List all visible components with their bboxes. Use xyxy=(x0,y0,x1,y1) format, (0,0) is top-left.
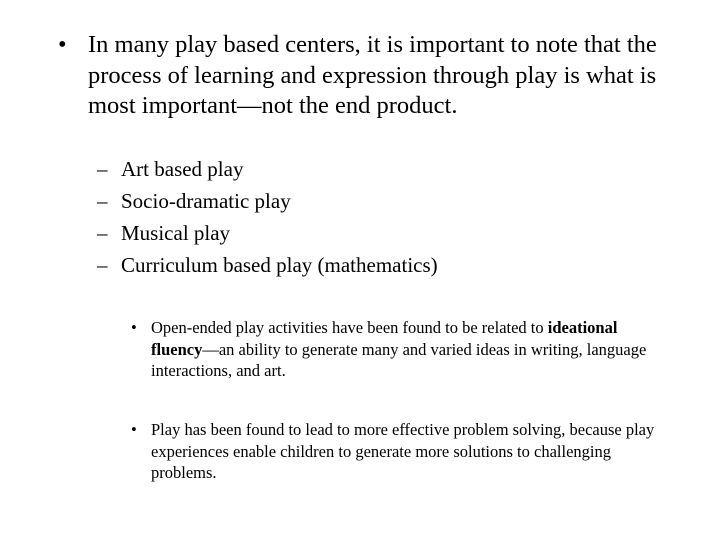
dash-icon: – xyxy=(97,221,108,245)
main-bullet-text: In many play based centers, it is important to note that the process of learning and expression through play is what is most important—not the end product. xyxy=(88,31,657,119)
detail-bullet-text: Play has been found to lead to more effective problem solving, because play experiences enable children to generate more solutions to challenging problems. xyxy=(151,420,655,482)
list-item xyxy=(97,217,657,249)
list-item-text: Socio-dramatic play xyxy=(121,189,291,213)
bold-term: ideational fluency xyxy=(151,318,618,359)
detail-bullet-ideational-fluency xyxy=(131,317,671,382)
list-item xyxy=(97,249,657,281)
detail-text-suffix: —an ability to generate many and varied ideas in writing, language interactions, and art. xyxy=(151,339,647,380)
bullet-icon: • xyxy=(131,318,137,337)
detail-text-prefix: Open-ended play activities have been found to be related to xyxy=(151,318,548,337)
sub-list xyxy=(97,153,657,281)
bullet-icon: • xyxy=(131,420,137,439)
main-bullet xyxy=(58,30,698,122)
dash-icon: – xyxy=(97,189,108,213)
dash-icon: – xyxy=(97,253,108,277)
list-item xyxy=(97,185,657,217)
list-item xyxy=(97,153,657,185)
list-item-text: Curriculum based play (mathematics) xyxy=(121,253,438,277)
detail-bullet-text xyxy=(151,317,671,382)
bullet-icon: • xyxy=(58,31,67,58)
list-item-text: Art based play xyxy=(121,157,244,181)
list-item-text: Musical play xyxy=(121,221,231,245)
dash-icon: – xyxy=(97,157,108,181)
detail-bullet-problem-solving xyxy=(131,419,671,484)
